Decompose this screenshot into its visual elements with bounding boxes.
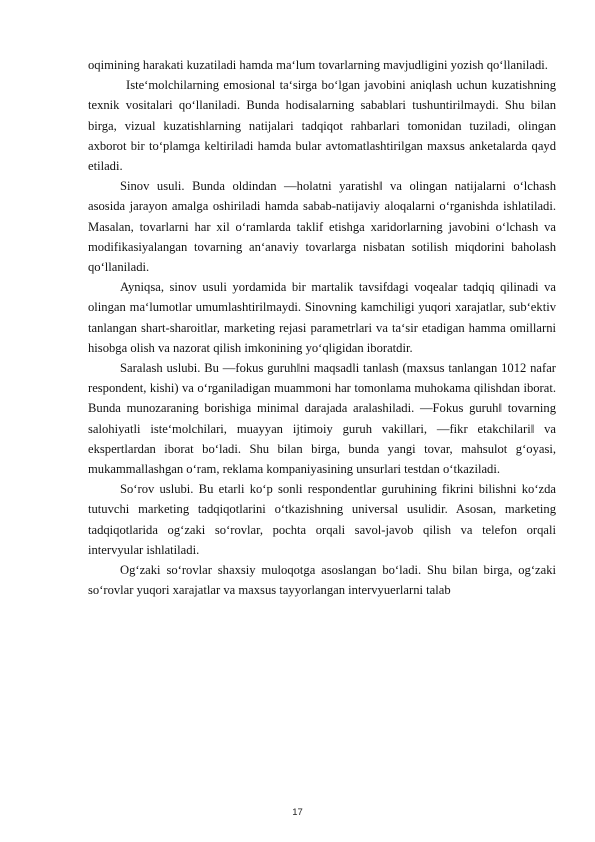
- paragraph-2: Iste‘molchilarning emosional ta‘sirga bo‘lgan javobini aniqlash uchun kuzatishning texnik vositalari qo‘llaniladi. Bunda hodisalarning sabablari tushuntirilmaydi. Shu bilan birga, vizual kuzatishlarning natijalari tadqiqot rahbarlari tomonidan tuziladi, olingan axborot bir to‘plamga keltiriladi hamda bular avtomatlashtirilgan maxsus anketalarda qayd etiladi.: [88, 78, 556, 174]
- document-body: [88, 55, 556, 600]
- paragraph-7: Og‘zaki so‘rovlar shaxsiy muloqotga asoslangan bo‘ladi. Shu bilan birga, og‘zaki so‘rovlar yuqori xarajatlar va maxsus tayyorlangan intervyuerlarni talab: [88, 563, 556, 598]
- paragraph-6: So‘rov uslubi. Bu etarli ko‘p sonli respondentlar guruhining fikrini bilishni ko‘zda tutuvchi marketing tadqiqotlarini o‘tkazishning universal usulidir. Asosan, marketing tadqiqotlarida og‘zaki so‘rovlar, pochta orqali savol-javob qilish va telefon orqali intervyular ishlatiladi.: [88, 482, 556, 557]
- paragraph-3: Sinov usuli. Bunda oldindan ―holatni yaratish‖ va olingan natijalarni o‘lchash asosida jarayon amalga oshiriladi hamda sabab-natijaviy aloqalarni o‘rganishda ishlatiladi. Masalan, tovarlarni har xil o‘ramlarda taklif etishga xaridorlarning javobini o‘lchash va modifikasiyalangan tovarning an‘anaviy tovarlarga nisbatan sotilish miqdorini baholash qo‘llaniladi.: [88, 179, 556, 275]
- paragraph-1: oqimining harakati kuzatiladi hamda ma‘lum tovarlarning mavjudligini yozish qo‘llaniladi.: [88, 58, 548, 72]
- page-number: 17: [292, 807, 303, 818]
- paragraph-5: Saralash uslubi. Bu ―fokus guruh‖ni maqsadli tanlash (maxsus tanlangan 1012 nafar respondent, kishi) va o‘rganiladigan muammoni har tomonlama muhokama qilishdan iborat. Bunda munozaraning borishiga minimal darajada aralashiladi. ―Fokus guruh‖ tovarning salohiyatli iste‘molchilari, muayyan ijtimoiy guruh vakillari, ―fikr etakchilari‖ va ekspertlardan iborat bo‘ladi. Shu bilan birga, bunda yangi tovar, mahsulot g‘oyasi, mukammallashgan o‘ram, reklama kompaniyasining unsurlari testdan o‘tkaziladi.: [88, 361, 556, 477]
- paragraph-4: Ayniqsa, sinov usuli yordamida bir martalik tavsifdagi voqealar tadqiq qilinadi va olingan ma‘lumotlar umumlashtirilmaydi. Sinovning kamchiligi yuqori xarajatlar, sub‘ektiv tanlangan shart-sharoitlar, marketing rejasi parametrlari va ta‘sir etadigan hamma omillarni hisobga olish va nazorat qilish imkonining yo‘qligidan iboratdir.: [88, 280, 556, 355]
